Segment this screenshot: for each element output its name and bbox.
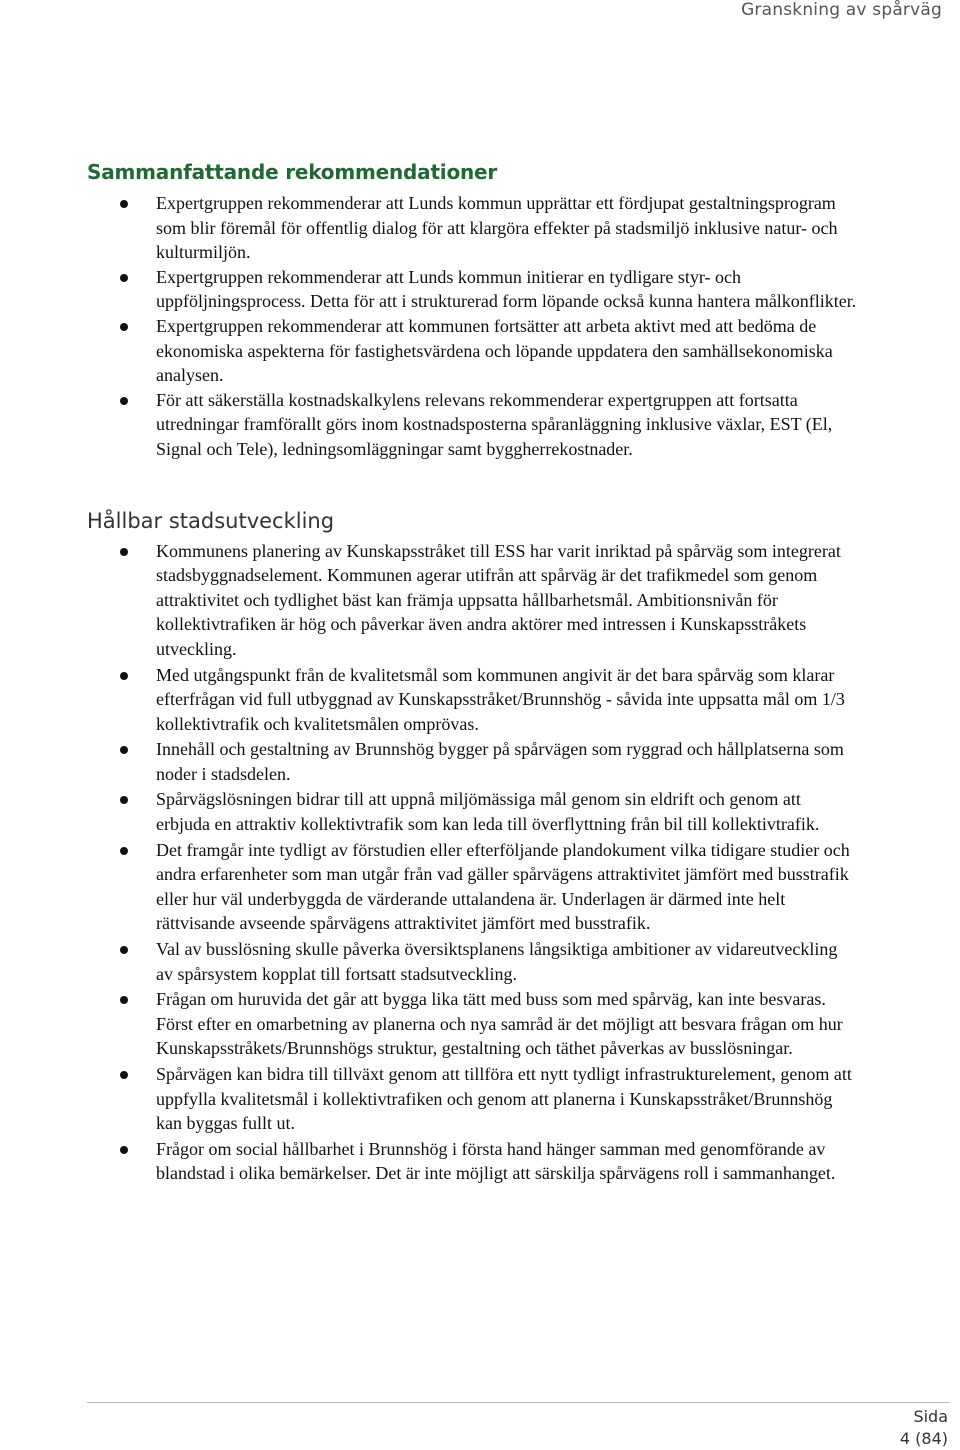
list-item [87,838,857,936]
section-heading-sustainable-development: Hållbar stadsutveckling [87,508,335,533]
sustainable-development-list [87,539,857,1186]
list-item-text: Spårvägslösningen bidrar till att uppnå miljömässiga mål genom sin eldrift och genom att erbjuda en attraktiv kollektivtrafik som kan leda till överflyttning från bil till kollektivtrafik. [156,789,820,835]
list-item [87,787,857,836]
list-item-text: Expertgruppen rekommenderar att Lunds kommun initierar en tydligare styr- och uppföljningsprocess. Detta för att i strukturerad form löpande också kunna hantera målkonflikter. [156,266,857,312]
list-item [87,314,857,388]
running-header: Granskning av spårväg [741,0,942,20]
list-item [87,1062,857,1136]
page-indicator [900,1406,948,1450]
list-item [87,737,857,786]
bullet-icon [120,323,128,331]
list-item [87,265,857,314]
document-body [87,158,857,1187]
bullet-icon [120,672,128,680]
list-item-text: Spårvägen kan bidra till tillväxt genom att tillföra ett nytt tydligt infrastrukturelement, genom att uppfylla kvalitetsmål i kollektivtrafiken och genom att planerna i Kunskapsstråket/Brunnshög kan byggas fullt ut. [156,1064,852,1134]
list-item [87,663,857,737]
list-item [87,388,857,462]
bullet-icon [120,1071,128,1079]
bullet-icon [120,1146,128,1154]
list-item-text: Med utgångspunkt från de kvalitetsmål som kommunen angivit är det bara spårväg som klarar efterfrågan vid full utbyggnad av Kunskapsstråket/Brunnshög - såvida inte uppsatta mål om 1/3 kollektivtrafik och kvalitetsmålen omprövas. [156,664,845,734]
list-item [87,539,857,662]
page-number: 4 (84) [899,1429,948,1448]
bullet-icon [120,548,128,556]
list-item-text: Det framgår inte tydligt av förstudien eller efterföljande plandokument vilka tidigare studier och andra erfarenheter som man utgår från vad gäller spårvägens attraktivitet jämfört med busstrafik eller hur väl underbyggda de värderande uttalandena är. Underlagen är därmed inte helt rättvisande avseende spårvägens attraktivitet jämfört med busstrafik. [156,839,850,934]
bullet-icon [120,746,128,754]
bullet-icon [120,996,128,1004]
bullet-icon [120,946,128,954]
list-item [87,1137,857,1186]
list-item-text: Innehåll och gestaltning av Brunnshög bygger på spårvägen som ryggrad och hållplatserna som noder i stadsdelen. [156,739,844,784]
section-heading-recommendations: Sammanfattande rekommendationer [87,160,498,184]
list-item-text: Expertgruppen rekommenderar att kommunen fortsätter att arbeta aktivt med att bedöma de ekonomiska aspekterna för fastighetsvärdena och löpande uppdatera den samhällsekonomiska analysen. [156,315,833,386]
bullet-icon [120,397,128,405]
recommendations-list [87,191,857,462]
list-item [87,987,857,1061]
list-item [87,191,857,265]
bullet-icon [120,274,128,282]
list-item [87,937,857,986]
bullet-icon [120,200,128,208]
footer-divider [87,1402,950,1403]
list-item-text: Expertgruppen rekommenderar att Lunds kommun upprättar ett fördjupat gestaltningsprogram som blir föremål för offentlig dialog för att klargöra effekter på stadsmiljö inklusive natur- och kulturmiljön. [156,193,838,263]
page-label: Sida [913,1407,948,1426]
list-item-text: Kommunens planering av Kunskapsstråket till ESS har varit inriktad på spårväg som integrerat stadsbyggnadselement. Kommunen agerar utifrån att spårväg är det trafikmedel som genom attraktivitet och tydlighet bäst kan främja uppsatta hållbarhetsmål. Ambitionsnivån för kollektivtrafiken är hög och påverkar även andra aktörer med intressen i Kunskapsstråkets utveckling. [156,540,841,659]
list-item-text: Val av busslösning skulle påverka översiktsplanens långsiktiga ambitioner av vidareutveckling av spårsystem kopplat till fortsatt stadsutveckling. [156,939,838,984]
list-item-text: För att säkerställa kostnadskalkylens relevans rekommenderar expertgruppen att fortsatta utredningar framförallt görs inom kostnadsposterna spåranläggning inklusive växlar, EST (El, Signal och Tele), ledningsomläggningar samt byggherrekostnader. [156,389,833,459]
bullet-icon [120,796,128,804]
bullet-icon [120,847,128,855]
list-item-text: Frågan om huruvida det går att bygga lika tätt med buss som med spårväg, kan inte besvaras. Först efter en omarbetning av planerna och nya samråd är det möjligt att besvara frågan om hur Kunskapsstråkets/Brunnshögs struktur, gestaltning och täthet påverkas av busslösningar. [156,989,843,1059]
list-item-text: Frågor om social hållbarhet i Brunnshög i första hand hänger samman med genomförande av blandstad i olika bemärkelser. Det är inte möjligt att särskilja spårvägens roll i sammanhanget. [156,1138,836,1184]
